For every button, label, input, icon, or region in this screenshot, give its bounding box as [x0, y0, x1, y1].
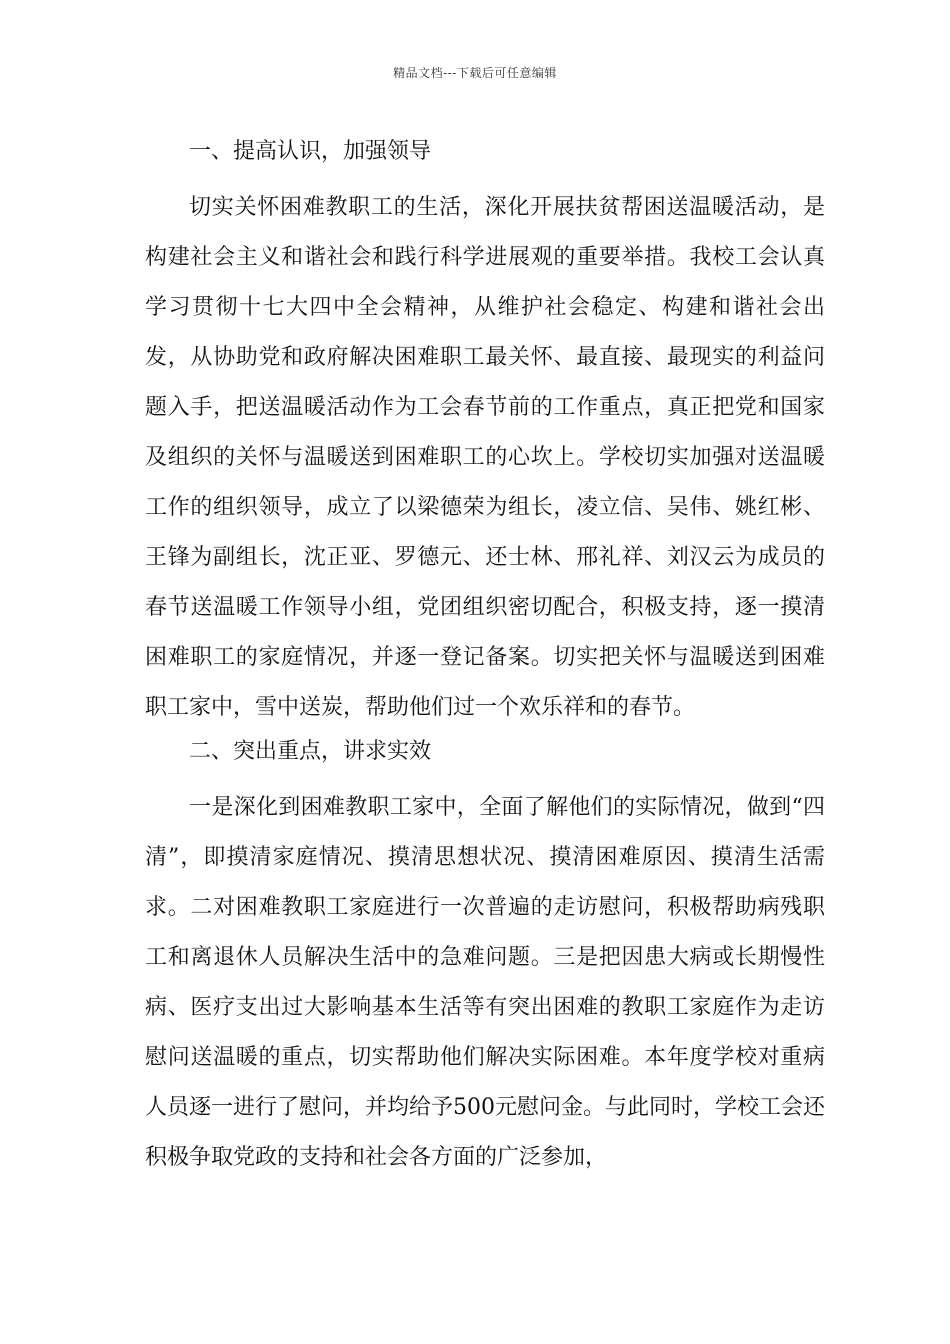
section-heading-1: 一、提高认识，加强领导 [189, 139, 432, 164]
page-header: 精品文档---下载后可任意编辑 [393, 66, 557, 80]
section-heading-2: 二、突出重点，讲求实效 [189, 739, 432, 764]
section-paragraph-2: 一是深化到困难教职工家中，全面了解他们的实际情况，做到“四清”，即摸清家庭情况、摸清思想状况、摸清困难原因、摸清生活需求。二对困难教职工家庭进行一次普遍的走访慰问，积极帮助病残职工和离退休人员解决生活中的急难问题。三是把因患大病或长期慢性病、医疗支出过大影响基本生活等有突出困难的教职工家庭作为走访慰问送温暖的重点，切实帮助他们解决实际困难。本年度学校对重病人员逐一进行了慰问，并均给予500元慰问金。与此同时，学校工会还积极争取党政的支持和社会各方面的广泛参加， [145, 795, 825, 1170]
document-body [145, 133, 825, 1183]
section-paragraph-1: 切实关怀困难教职工的生活，深化开展扶贫帮困送温暖活动，是构建社会主义和谐社会和践行科学进展观的重要举措。我校工会认真学习贯彻十七大四中全会精神，从维护社会稳定、构建和谐社会出发，从协助党和政府解决困难职工最关怀、最直接、最现实的利益问题入手，把送温暖活动作为工会春节前的工作重点，真正把党和国家及组织的关怀与温暖送到困难职工的心坎上。学校切实加强对送温暖工作的组织领导，成立了以梁德荣为组长，凌立信、吴伟、姚红彬、王锋为副组长，沈正亚、罗德元、还士林、邢礼祥、刘汉云为成员的春节送温暖工作领导小组，党团组织密切配合，积极支持，逐一摸清困难职工的家庭情况，并逐一登记备案。切实把关怀与温暖送到困难职工家中，雪中送炭，帮助他们过一个欢乐祥和的春节。 [145, 195, 825, 720]
